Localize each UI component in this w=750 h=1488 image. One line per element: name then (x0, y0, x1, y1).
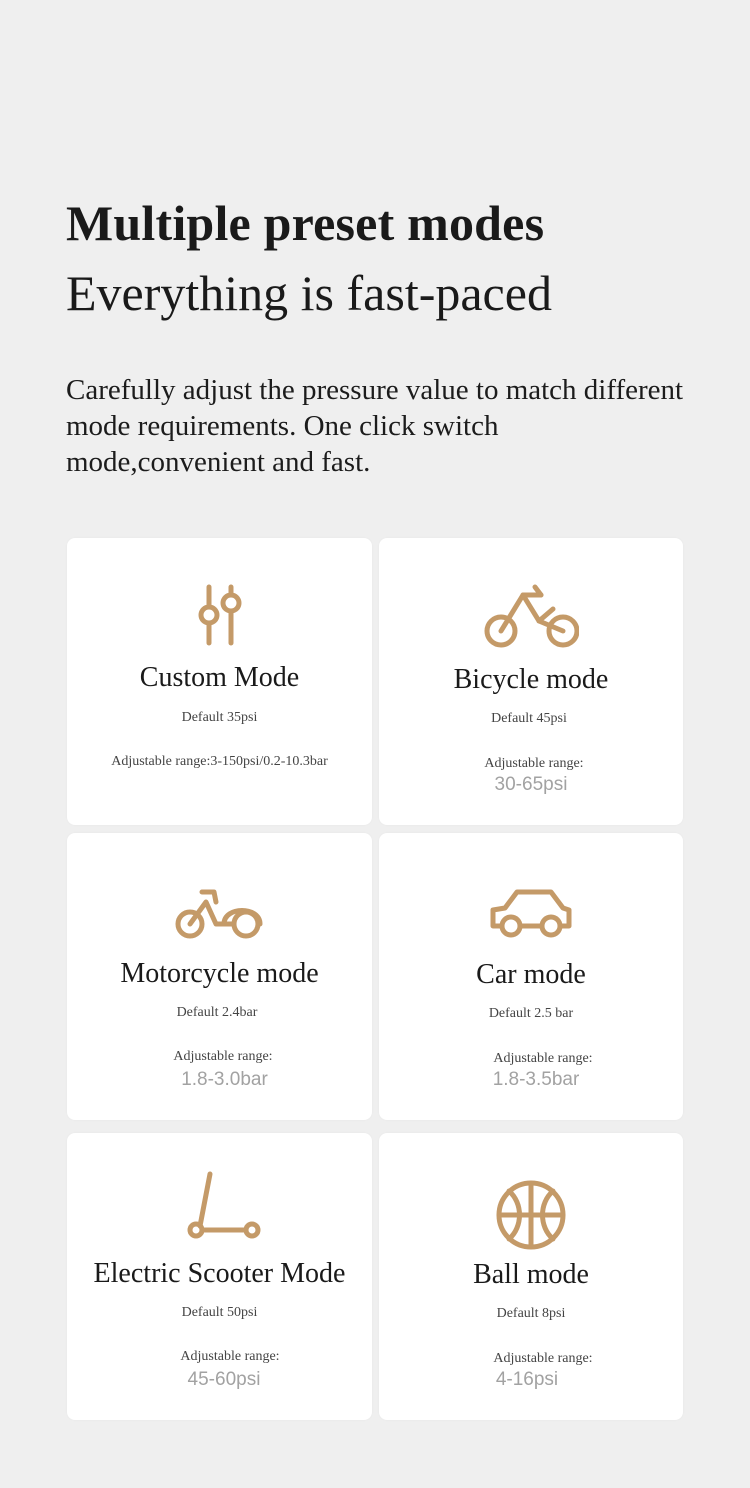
ball-icon (493, 1177, 569, 1253)
mode-name: Custom Mode (139, 662, 300, 693)
mode-range-label: Adjustable range: (493, 1351, 593, 1366)
scooter-icon (172, 1168, 268, 1248)
mode-card-car[interactable] (379, 833, 683, 1120)
mode-range-value: 45-60psi (187, 1369, 261, 1390)
mode-default: Default 50psi (181, 1305, 258, 1320)
mode-card-custom[interactable] (67, 538, 372, 825)
mode-default: Default 35psi (181, 710, 258, 725)
mode-range-label: Adjustable range: (180, 1349, 280, 1364)
mode-range-label: Adjustable range: (493, 1051, 593, 1066)
page-subtitle: Everything is fast-paced (66, 265, 552, 321)
mode-card-scooter[interactable] (67, 1133, 372, 1420)
mode-range-label: Adjustable range: (173, 1049, 273, 1064)
mode-default: Default 2.5 bar (488, 1006, 574, 1021)
mode-card-ball[interactable] (379, 1133, 683, 1420)
mode-name: Electric Scooter Mode (93, 1258, 346, 1289)
mode-default: Default 8psi (496, 1306, 566, 1321)
mode-name: Bicycle mode (453, 664, 609, 695)
mode-name: Car mode (476, 959, 586, 990)
sliders-icon (185, 583, 255, 653)
motorcycle-icon (172, 878, 268, 948)
mode-name: Motorcycle mode (120, 958, 319, 989)
mode-card-bicycle[interactable] (379, 538, 683, 825)
mode-range-value: 1.8-3.5bar (492, 1069, 580, 1090)
mode-range-value: 30-65psi (494, 774, 568, 795)
mode-name: Ball mode (473, 1259, 589, 1290)
mode-range-label: Adjustable range:3-150psi/0.2-10.3bar (111, 754, 328, 769)
bicycle-icon (483, 583, 579, 653)
page-title: Multiple preset modes (66, 195, 545, 251)
mode-range-label: Adjustable range: (484, 756, 584, 771)
page-description: Carefully adjust the pressure value to match different mode requirements. One click switch mode,convenient and fast. (66, 374, 684, 478)
mode-range-value: 1.8-3.0bar (181, 1069, 268, 1090)
car-icon (483, 878, 579, 948)
mode-default: Default 45psi (491, 711, 567, 726)
mode-range-value: 4-16psi (495, 1369, 559, 1390)
mode-default: Default 2.4bar (176, 1005, 258, 1020)
mode-card-motorcycle[interactable] (67, 833, 372, 1120)
